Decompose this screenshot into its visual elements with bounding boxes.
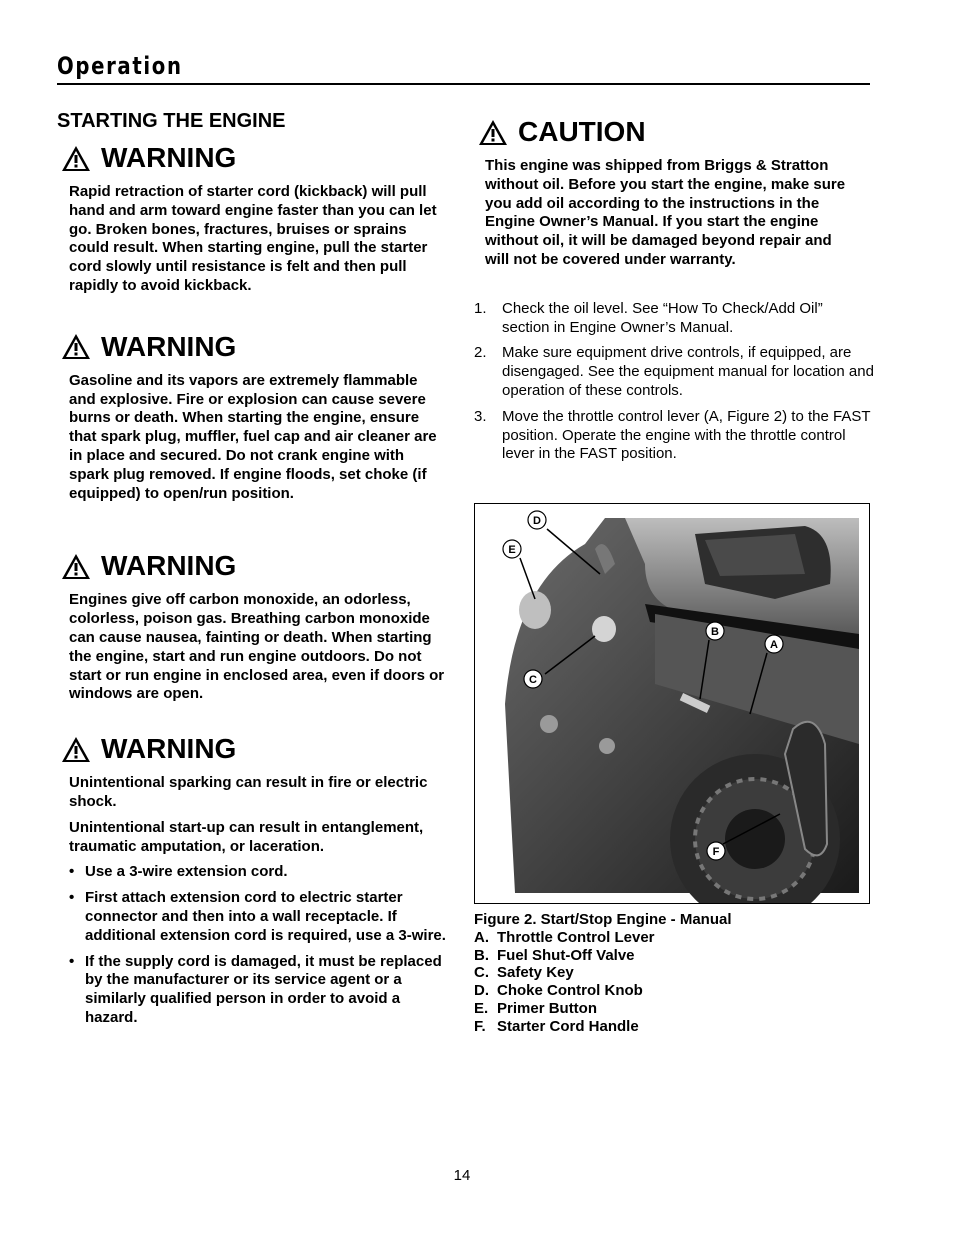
step-text: Move the throttle control lever (A, Figure 2) to the FAST position. Operate the engine with the throttle control lever in the FAST position.	[502, 407, 871, 463]
steps-list	[474, 300, 874, 464]
callout-c-label: C	[529, 674, 537, 686]
callout-b-label: B	[711, 626, 719, 638]
bullet-item: • Use a 3-wire extension cord.	[69, 863, 447, 882]
step-number: 3.	[474, 407, 487, 425]
caption-item: F. Starter Cord Handle	[474, 1017, 639, 1035]
warning-title: WARNING	[101, 142, 237, 173]
warning-title: WARNING	[101, 330, 237, 362]
warning-block-carbon-monoxide	[57, 547, 447, 704]
caption-item: E. Primer Button	[474, 999, 598, 1017]
bullet-item: • First attach extension cord to electric starter connector and then into a wall receptacle. If additional extension cord is required, use a 3-wire.	[69, 889, 447, 945]
callout-f-label: F	[712, 846, 720, 858]
warning-block-electrical	[57, 730, 447, 1028]
step-text: Check the oil level. See “How To Check/Add Oil” section in Engine Owner’s Manual.	[502, 299, 823, 336]
callout-a	[765, 635, 783, 653]
figure-caption	[474, 911, 732, 1036]
caption-item: A. Throttle Control Lever	[474, 928, 655, 946]
warning-title: WARNING	[101, 733, 237, 765]
caption-item: C. Safety Key	[474, 964, 574, 982]
callout-d-label: D	[533, 515, 541, 527]
warning-heading	[61, 328, 447, 366]
caption-item: D. Choke Control Knob	[474, 982, 643, 1000]
callout-a-label: A	[770, 639, 778, 651]
warning-paragraph: Unintentional start-up can result in entanglement, traumatic amputation, or laceration.	[69, 818, 424, 855]
warning-bullet-list	[69, 863, 447, 1027]
warning-text	[69, 372, 447, 504]
callout-e	[503, 540, 521, 558]
warning-triangle-icon	[61, 736, 91, 763]
warning-triangle-icon	[61, 145, 91, 172]
warning-text	[69, 774, 447, 1028]
step-number: 2.	[474, 344, 487, 362]
step-item	[474, 408, 874, 464]
callout-b	[706, 622, 724, 640]
warning-paragraph: Rapid retraction of starter cord (kickback) will pull hand and arm toward engine faster than you can let go. Broken bones, fractures, bruises or sprains could result. When starting engine, pull the starter cord slowly until resistance is felt and then pull rapidly to avoid kickback.	[69, 183, 437, 294]
warning-heading	[61, 730, 447, 768]
warning-title: WARNING	[101, 550, 237, 582]
warning-paragraph: Unintentional sparking can result in fire or electric shock.	[69, 774, 428, 810]
warning-triangle-icon	[61, 333, 91, 360]
step-item	[474, 344, 874, 400]
section-title: Operation	[57, 52, 183, 80]
warning-paragraph: Engines give off carbon monoxide, an odorless, colorless, poison gas. Breathing carbon monoxide can cause nausea, fainting or death. When starting the engine, start and run engine outdoors. Do not start or run engine in enclosed area, even if doors or windows are open.	[69, 591, 445, 703]
caption-title: Figure 2. Start/Stop Engine - Manual	[474, 911, 732, 928]
warning-block-gasoline	[57, 328, 447, 504]
callout-c	[524, 670, 542, 688]
step-number: 1.	[474, 299, 487, 317]
warning-heading	[61, 547, 447, 585]
warning-text	[69, 591, 447, 704]
subheading: STARTING THE ENGINE	[57, 110, 286, 132]
step-text: Make sure equipment drive controls, if equipped, are disengaged. See the equipment manual for location and operation of these controls.	[502, 344, 874, 399]
warning-heading	[61, 139, 447, 177]
warning-text	[69, 183, 447, 296]
caption-item: B. Fuel Shut-Off Valve	[474, 946, 635, 964]
caution-block	[474, 113, 874, 270]
left-column	[57, 110, 447, 1035]
right-column	[474, 113, 874, 471]
header-rule	[57, 83, 870, 85]
bullet-item: • If the supply cord is damaged, it must be replaced by the manufacturer or its service agent or a similarly qualified person in order to avoid a hazard.	[69, 953, 447, 1028]
callout-e-label: E	[508, 544, 516, 556]
caution-heading	[478, 113, 874, 151]
caution-paragraph: This engine was shipped from Briggs & Stratton without oil. Before you start the engine, make sure you add oil according to the instructions in the Engine Owner’s Manual. If you start the engine without oil, it will be damaged beyond repair and will not be covered under warranty.	[485, 157, 846, 268]
caution-text	[485, 157, 855, 270]
caution-title: CAUTION	[518, 116, 646, 147]
callout-d	[528, 511, 546, 529]
caution-triangle-icon	[478, 119, 508, 146]
step-item	[474, 300, 874, 338]
callout-f	[707, 842, 725, 860]
page-number: 14	[453, 1167, 471, 1184]
warning-paragraph: Gasoline and its vapors are extremely flammable and explosive. Fire or explosion can cause severe burns or death. When starting the engine, ensure that spark plug, muffler, fuel cap and air cleaner are in place and secured. Do not crank engine with spark plug removed. If engine floods, set choke (if equipped) to open/run position.	[69, 371, 437, 502]
engine-illustration	[475, 504, 869, 903]
warning-block-kickback	[57, 139, 447, 296]
engine-figure	[474, 503, 870, 904]
warning-triangle-icon	[61, 553, 91, 580]
